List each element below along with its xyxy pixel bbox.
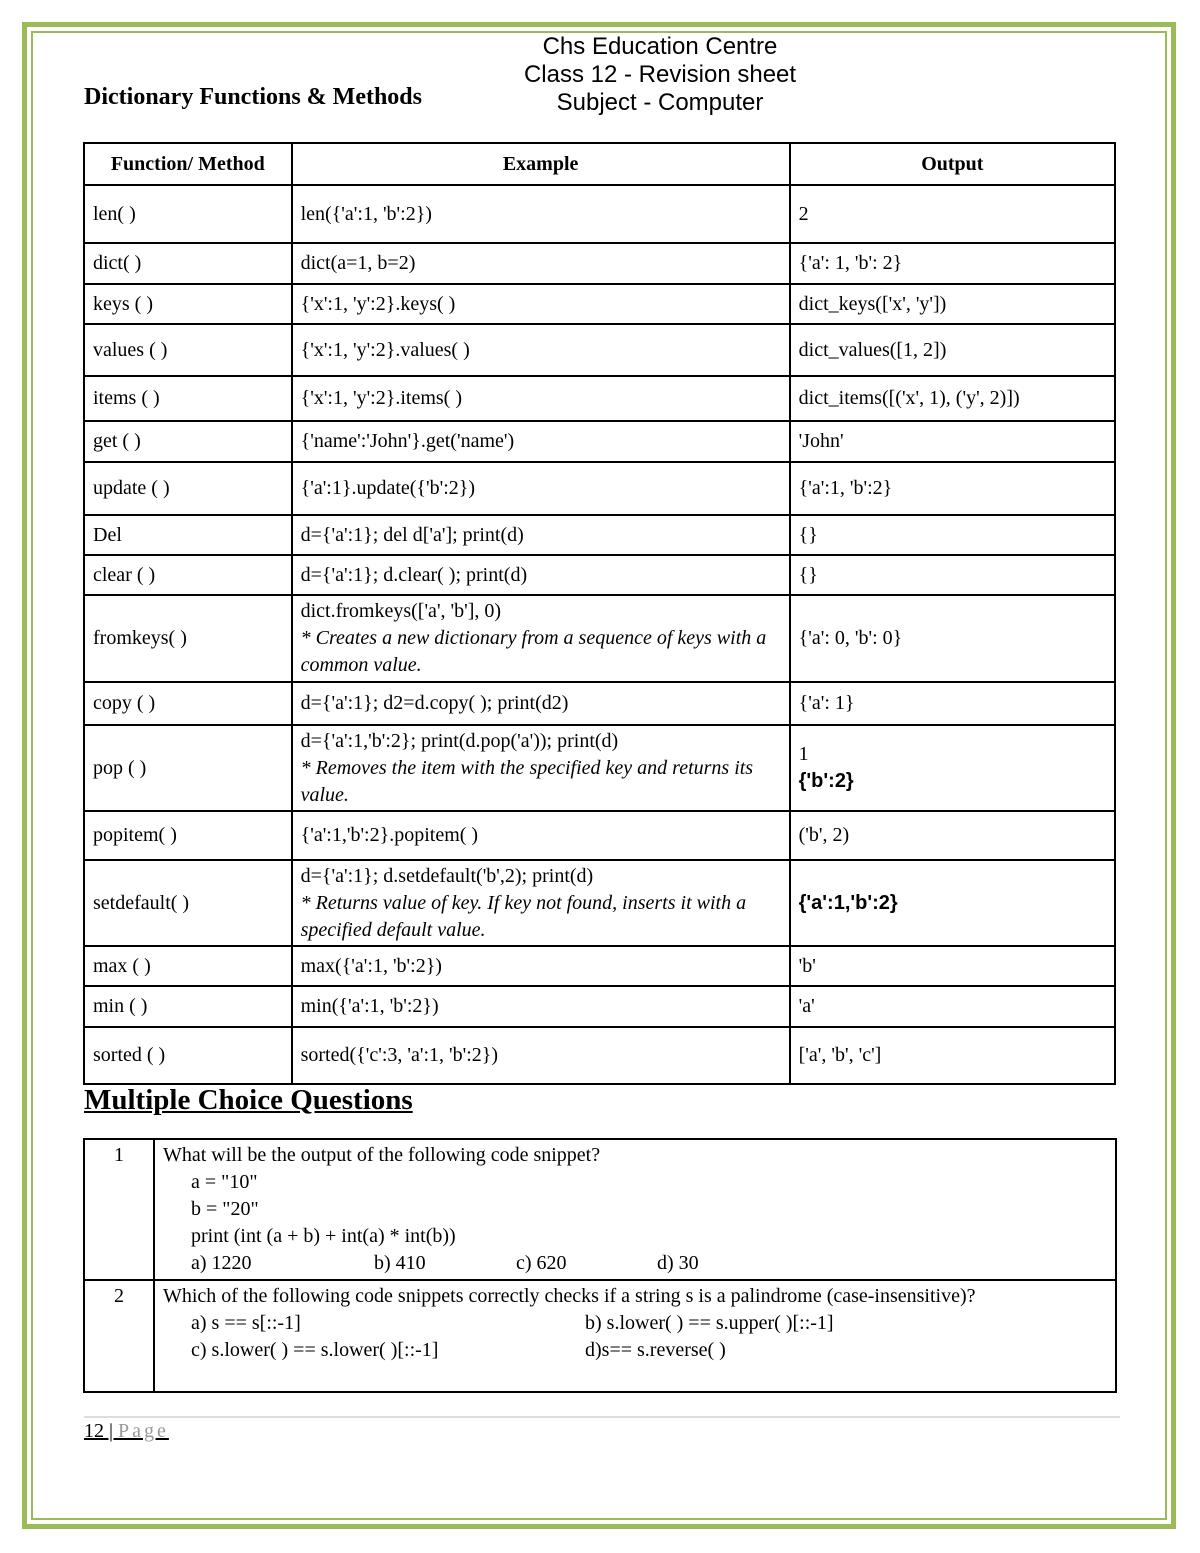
table-row [84, 243, 1115, 284]
option-row [163, 1337, 1107, 1364]
option-b: b) 410 [374, 1252, 426, 1274]
table-row [84, 811, 1115, 860]
table-row [84, 421, 1115, 462]
table-row [84, 595, 1115, 682]
method-cell: values ( ) [84, 324, 292, 376]
table-row [84, 1027, 1115, 1084]
output-cell: {'a':1,'b':2} [790, 860, 1115, 946]
output-cell: {} [790, 555, 1115, 595]
method-cell: copy ( ) [84, 682, 292, 725]
code-line: a = "10" [191, 1171, 258, 1193]
method-cell: pop ( ) [84, 725, 292, 811]
functions-table [83, 142, 1116, 1085]
example-cell [292, 725, 790, 811]
example-note: * Creates a new dictionary from a sequence of keys with a common value. [300, 627, 767, 676]
table-row [84, 185, 1115, 243]
example-cell: {'name':'John'}.get('name') [292, 421, 790, 462]
method-cell: Del [84, 515, 292, 555]
output-cell: {'a':1, 'b':2} [790, 462, 1115, 515]
table-row [84, 515, 1115, 555]
method-cell: min ( ) [84, 986, 292, 1027]
option-d: d) 30 [657, 1252, 699, 1274]
page-footer [84, 1420, 169, 1443]
question-text: What will be the output of the following code snippet? [163, 1144, 601, 1166]
output-cell: {'a': 1} [790, 682, 1115, 725]
option-a: a) s == s[::-1] [191, 1312, 301, 1334]
output-cell: dict_keys(['x', 'y']) [790, 284, 1115, 324]
method-cell: max ( ) [84, 946, 292, 986]
footer-divider [84, 1416, 1120, 1418]
output-line-bold: {'b':2} [798, 770, 854, 792]
output-cell [790, 725, 1115, 811]
table-row [84, 324, 1115, 376]
option-a: a) 1220 [191, 1252, 252, 1274]
example-code: dict.fromkeys(['a', 'b'], 0) [300, 600, 502, 622]
question-text: Which of the following code snippets correctly checks if a string s is a palindrome (case-insensitive)? [163, 1285, 976, 1307]
page-number: 12 [84, 1420, 104, 1442]
table-row [84, 462, 1115, 515]
option-row [163, 1310, 1107, 1337]
example-cell: len({'a':1, 'b':2}) [292, 185, 790, 243]
method-cell: get ( ) [84, 421, 292, 462]
example-note: * Removes the item with the specified key and returns its value. [300, 756, 754, 806]
example-cell: {'a':1}.update({'b':2}) [292, 462, 790, 515]
table-row [84, 860, 1115, 946]
example-cell: {'x':1, 'y':2}.values( ) [292, 324, 790, 376]
question-cell [154, 1139, 1116, 1280]
column-header: Example [292, 143, 790, 185]
option-c: c) s.lower( ) == s.lower( )[::-1] [191, 1339, 439, 1361]
question-row [84, 1280, 1116, 1392]
question-cell [154, 1280, 1116, 1392]
subject-line: Subject - Computer [556, 89, 764, 116]
example-cell: d={'a':1}; d2=d.copy( ); print(d2) [292, 682, 790, 725]
example-note: * Returns value of key. If key not found, inserts it with a specified default value. [300, 891, 747, 941]
page-separator: | [104, 1420, 119, 1442]
output-cell: 2 [790, 185, 1115, 243]
example-cell: dict(a=1, b=2) [292, 243, 790, 284]
output-cell: 'b' [790, 946, 1115, 986]
institute-name: Chs Education Centre [542, 33, 778, 60]
example-cell: sorted({'c':3, 'a':1, 'b':2}) [292, 1027, 790, 1084]
table-row [84, 682, 1115, 725]
table-row [84, 725, 1115, 811]
method-cell: items ( ) [84, 376, 292, 421]
table-row [84, 946, 1115, 986]
method-cell: popitem( ) [84, 811, 292, 860]
example-cell: {'x':1, 'y':2}.keys( ) [292, 284, 790, 324]
table-row [84, 376, 1115, 421]
method-cell: fromkeys( ) [84, 595, 292, 682]
option-d: d)s== s.reverse( ) [585, 1339, 726, 1361]
example-cell: {'x':1, 'y':2}.items( ) [292, 376, 790, 421]
method-cell: clear ( ) [84, 555, 292, 595]
example-cell: min({'a':1, 'b':2}) [292, 986, 790, 1027]
method-cell: keys ( ) [84, 284, 292, 324]
output-cell: ('b', 2) [790, 811, 1115, 860]
table-row [84, 284, 1115, 324]
table-row [84, 986, 1115, 1027]
mcq-heading: Multiple Choice Questions [84, 1084, 413, 1116]
output-cell: ['a', 'b', 'c'] [790, 1027, 1115, 1084]
output-cell: {} [790, 515, 1115, 555]
output-cell: 'John' [790, 421, 1115, 462]
option-row [163, 1250, 1107, 1277]
example-cell [292, 595, 790, 682]
output-cell: {'a': 1, 'b': 2} [790, 243, 1115, 284]
example-cell: {'a':1,'b':2}.popitem( ) [292, 811, 790, 860]
table-header-row [84, 143, 1115, 185]
column-header: Output [790, 143, 1115, 185]
table-row [84, 555, 1115, 595]
method-cell: setdefault( ) [84, 860, 292, 946]
option-c: c) 620 [516, 1252, 567, 1274]
page-title: Dictionary Functions & Methods [84, 84, 422, 110]
example-cell [292, 860, 790, 946]
class-line: Class 12 - Revision sheet [523, 61, 797, 88]
page-label: Page [118, 1420, 169, 1442]
code-line: b = "20" [191, 1198, 259, 1220]
question-row [84, 1139, 1116, 1280]
method-cell: sorted ( ) [84, 1027, 292, 1084]
example-cell: d={'a':1}; del d['a']; print(d) [292, 515, 790, 555]
mcq-table [83, 1138, 1117, 1393]
method-cell: update ( ) [84, 462, 292, 515]
example-cell: d={'a':1}; d.clear( ); print(d) [292, 555, 790, 595]
option-b: b) s.lower( ) == s.upper( )[::-1] [585, 1312, 834, 1334]
output-cell: dict_values([1, 2]) [790, 324, 1115, 376]
output-cell: {'a': 0, 'b': 0} [790, 595, 1115, 682]
output-cell: 'a' [790, 986, 1115, 1027]
code-line: print (int (a + b) + int(a) * int(b)) [191, 1225, 456, 1247]
output-cell: dict_items([('x', 1), ('y', 2)]) [790, 376, 1115, 421]
question-number: 1 [84, 1139, 154, 1280]
output-line: 1 [798, 743, 809, 765]
example-code: d={'a':1}; d.setdefault('b',2); print(d) [300, 864, 594, 887]
example-cell: max({'a':1, 'b':2}) [292, 946, 790, 986]
method-cell: len( ) [84, 185, 292, 243]
question-number: 2 [84, 1280, 154, 1392]
method-cell: dict( ) [84, 243, 292, 284]
column-header: Function/ Method [84, 143, 292, 185]
example-code: d={'a':1,'b':2}; print(d.pop('a')); print(d) [300, 729, 619, 752]
